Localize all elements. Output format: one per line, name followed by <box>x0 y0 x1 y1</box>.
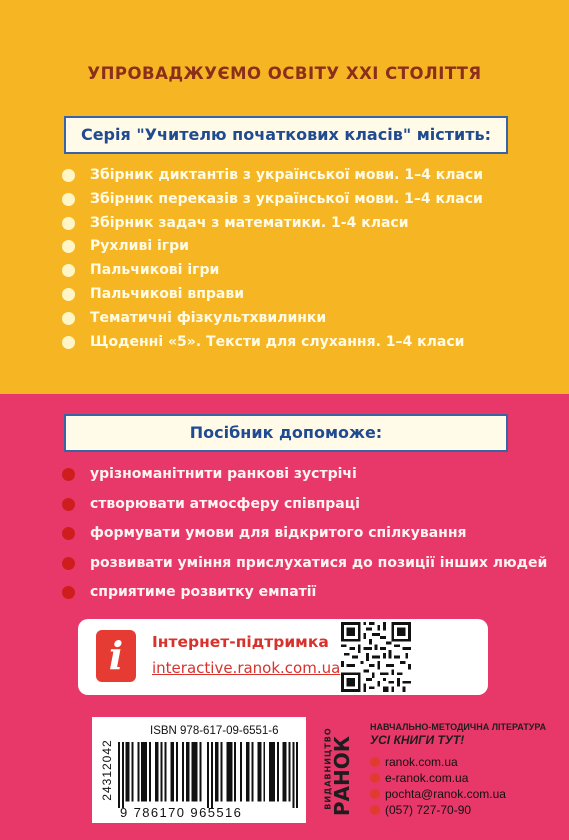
support-link[interactable]: interactive.ranok.com.ua <box>152 659 341 677</box>
qr-code[interactable] <box>341 622 411 692</box>
barcode-panel <box>92 717 306 823</box>
list-item: формувати умови для відкритого спілкування <box>62 519 547 549</box>
info-icon: i <box>96 630 136 682</box>
benefits-list <box>62 460 547 608</box>
ean-digits: 9 786170 965516 <box>120 805 243 820</box>
bullet-icon <box>62 169 75 182</box>
series-list <box>62 164 483 354</box>
bullet-icon <box>62 468 75 481</box>
bullet-icon <box>62 288 75 301</box>
list-item: розвивати уміння прислухатися до позиції інших людей <box>62 549 547 579</box>
publisher-logo <box>312 712 356 832</box>
publisher-slogan: УСІ КНИГИ ТУТ! <box>370 733 465 747</box>
list-item: Щоденні «5». Тексти для слухання. 1–4 класи <box>62 331 483 355</box>
bullet-icon <box>62 336 75 349</box>
bullet-icon <box>62 240 75 253</box>
list-item: Рухливі ігри <box>62 235 483 259</box>
cart-icon <box>370 773 380 783</box>
publisher-small-label: ВИДАВНИЦТВО <box>323 727 333 810</box>
email-contact[interactable]: pochta@ranok.com.ua <box>370 787 506 801</box>
publisher-tagline: НАВЧАЛЬНО-МЕТОДИЧНА ЛІТЕРАТУРА <box>370 722 547 732</box>
isbn-label: ISBN 978-617-09-6551-6 <box>150 725 279 737</box>
bullet-icon <box>62 586 75 599</box>
bullet-icon <box>62 527 75 540</box>
slogan: УПРОВАДЖУЄМО ОСВІТУ XXI СТОЛІТТЯ <box>87 64 482 83</box>
barcode <box>118 742 302 808</box>
list-item: урізноманітнити ранкові зустрічі <box>62 460 547 490</box>
side-code: 24312042 <box>100 739 114 801</box>
shop-contact[interactable]: e-ranok.com.ua <box>370 771 468 785</box>
phone-icon <box>370 805 380 815</box>
globe-icon <box>370 757 380 767</box>
list-item: Тематичні фізкультхвилинки <box>62 307 483 331</box>
series-heading: Серія "Учителю початкових класів" містить: <box>64 116 508 154</box>
benefits-heading: Посібник допоможе: <box>64 414 508 452</box>
list-item: Збірник задач з математики. 1-4 класи <box>62 212 483 236</box>
list-item: Збірник диктантів з української мови. 1–4 класи <box>62 164 483 188</box>
phone-contact[interactable]: (057) 727-70-90 <box>370 803 471 817</box>
list-item: сприятиме розвитку емпатії <box>62 578 547 608</box>
list-item: Збірник переказів з української мови. 1–4 класи <box>62 188 483 212</box>
internet-support-panel <box>78 619 488 695</box>
publisher-name: РАНОК <box>330 735 354 817</box>
bullet-icon <box>62 193 75 206</box>
list-item: Пальчикові ігри <box>62 259 483 283</box>
bullet-icon <box>62 557 75 570</box>
bullet-icon <box>62 217 75 230</box>
website-contact[interactable]: ranok.com.ua <box>370 755 458 769</box>
bullet-icon <box>62 264 75 277</box>
list-item: створювати атмосферу співпраці <box>62 490 547 520</box>
bullet-icon <box>62 498 75 511</box>
list-item: Пальчикові вправи <box>62 283 483 307</box>
support-title: Інтернет-підтримка <box>152 633 329 651</box>
bullet-icon <box>62 312 75 325</box>
mail-icon <box>370 789 380 799</box>
